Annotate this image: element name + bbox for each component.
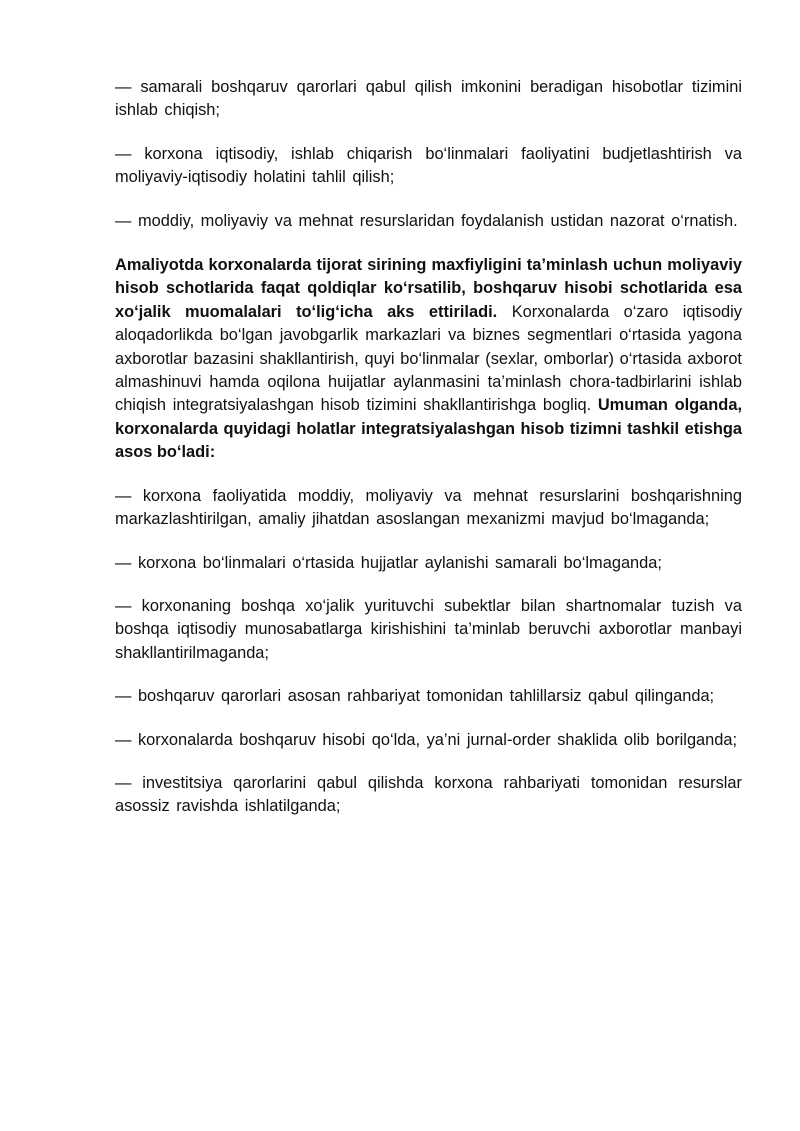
list-item-3: — moddiy, moliyaviy va mehnat resurslaridan foydalanish ustidan nazorat o‘rnatish. — [115, 211, 738, 230]
list-item-7: — boshqaruv qarorlari asosan rahbariyat tomonidan tahlillarsiz qabul qilinganda; — [115, 687, 715, 706]
list-item-6: — korxonaning boshqa xo‘jalik yurituvchi subektlar bilan shartnomalar tuzish va boshqa iqtisodiy munosabatlarga kirishishini ta’minlab beruvchi axborotlar manbayi shakllantirilmaganda; — [115, 596, 742, 662]
list-item-9: — investitsiya qarorlarini qabul qilishda korxona rahbariyati tomonidan resurslar asossiz ravishda ishlatilganda; — [115, 773, 742, 816]
main-paragraph-period: . — [492, 302, 498, 321]
document-page — [115, 76, 742, 839]
main-paragraph-text: Korxonalarda o‘zaro iqtisodiy aloqadorlikda bo‘lgan javobgarlik markazlari va biznes segmentlari o‘rtasida yagona axborotlar bazasini shakllantirish, quyi bo‘linmalar (sexlar, omborlar) o‘rtasida axborot almashinuvi hamda oqilona huijatlar aylanmasini ta’minlash chora-tadbirlarini ishlab chiqish integratsiyalashgan hisob tizimini shakllantirishga bogliq. — [115, 302, 743, 415]
main-paragraph-bold-outro: Umuman olganda, korxonalarda quyidagi holatlar integratsiyalashgan hisob tizimni tashkil etishga asos bo‘ladi: — [115, 396, 742, 462]
list-item-4: — korxona faoliyatida moddiy, moliyaviy va mehnat resurslarini boshqarishning markazlashtirilgan, amaliy jihatdan asoslangan mexanizmi mavjud bo‘lmaganda; — [115, 486, 742, 529]
list-item-5: — korxona bo‘linmalari o‘rtasida hujjatlar aylanishi samarali bo‘lmaganda; — [115, 553, 662, 572]
main-paragraph — [115, 254, 742, 465]
list-item-2: — korxona iqtisodiy, ishlab chiqarish bo‘linmalari faoliyatini budjetlashtirish va moliyaviy-iqtisodiy holatini tahlil qilish; — [115, 144, 742, 187]
list-item-1: — samarali boshqaruv qarorlari qabul qilish imkonini beradigan hisobotlar tizimini ishlab chiqish; — [115, 78, 742, 120]
list-item-8: — korxonalarda boshqaruv hisobi qo‘lda, ya’ni jurnal-order shaklida olib borilganda; — [115, 730, 738, 749]
main-paragraph-bold-intro: Amaliyotda korxonalarda tijorat sirining maxfiyligini ta’minlash uchun moliyaviy hisob schotlarida faqat qoldiqlar ko‘rsatilib, boshqaruv hisobi schotlarida esa xo‘jalik muomalalari to‘lig‘icha aks ettiriladi — [115, 256, 742, 321]
